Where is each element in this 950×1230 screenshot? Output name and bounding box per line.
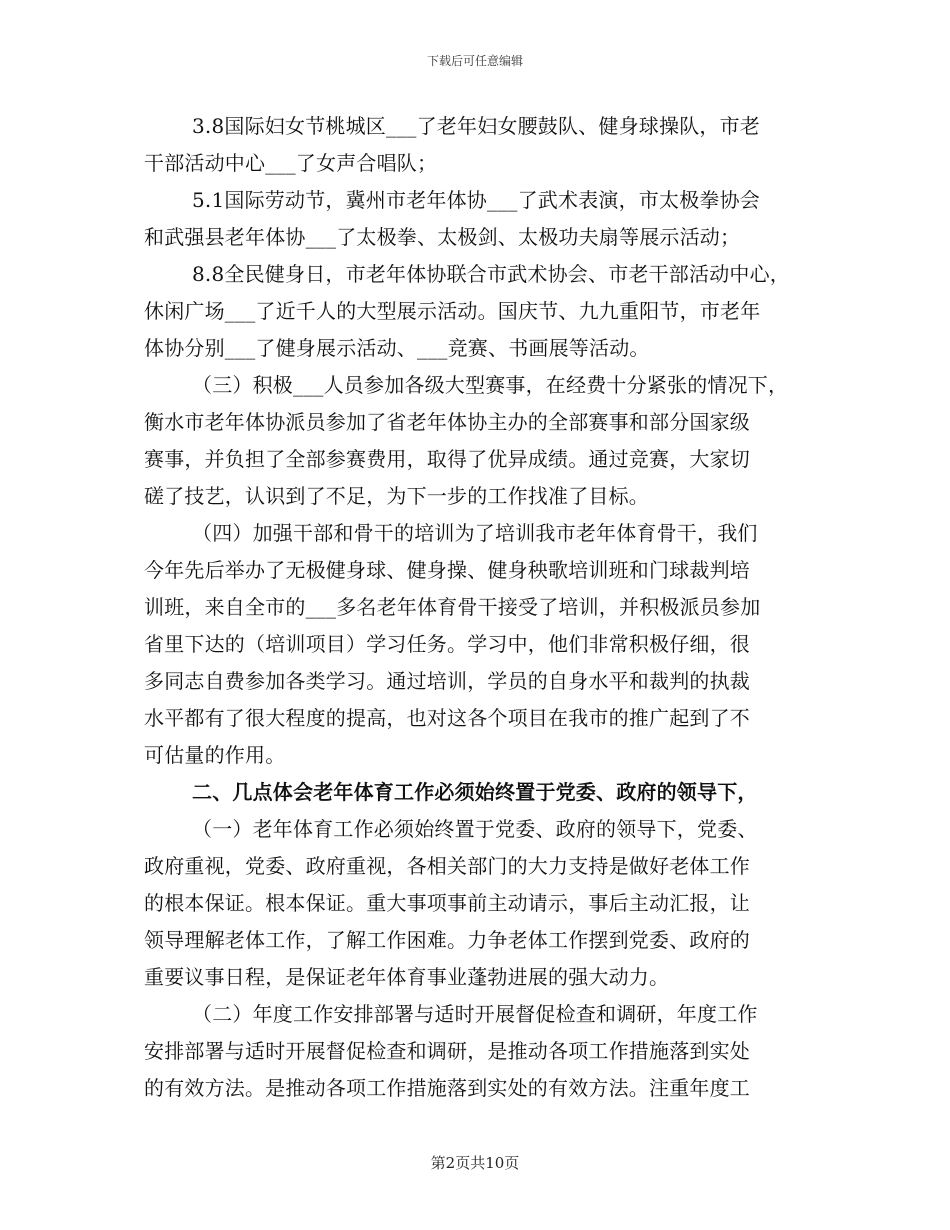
- text-line: 省里下达的（培训项目）学习任务。学习中，他们非常积极仔细，很: [144, 632, 750, 656]
- text-line: 的有效方法。是推动各项工作措施落到实处的有效方法。注重年度工: [144, 1076, 750, 1100]
- text-line: 干部活动中心___了女声合唱队；: [144, 151, 438, 175]
- text-line: 衡水市老年体协派员参加了省老年体协主办的全部赛事和部分国家级: [144, 410, 750, 434]
- text-line: 休闲广场___了近千人的大型展示活动。国庆节、九九重阳节，市老年: [144, 299, 761, 323]
- text-line: 和武强县老年体协___了太极拳、太极剑、太极功夫扇等展示活动；: [144, 225, 741, 249]
- text-line: 5.1国际劳动节，冀州市老年体协___了武术表演，市太极拳协会: [192, 188, 761, 212]
- text-line: 赛事，并负担了全部参赛费用，取得了优异成绩。通过竞赛，大家切: [144, 447, 750, 471]
- text-line: 磋了技艺，认识到了不足，为下一步的工作找准了目标。: [144, 484, 649, 508]
- text-line: （三）积极___人员参加各级大型赛事，在经费十分紧张的情况下，: [192, 373, 789, 397]
- text-line: （二）年度工作安排部署与适时开展督促检查和调研，年度工作: [192, 1002, 758, 1026]
- text-line: 重要议事日程，是保证老年体育事业蓬勃进展的强大动力。: [144, 965, 670, 989]
- text-line: 训班，来自全市的___多名老年体育骨干接受了培训，并积极派员参加: [144, 595, 761, 619]
- section-heading: 二、几点体会老年体育工作必须始终置于党委、政府的领导下，: [192, 780, 758, 804]
- text-line: 安排部署与适时开展督促检查和调研，是推动各项工作措施落到实处: [144, 1039, 750, 1063]
- text-line: 今年先后举办了无极健身球、健身操、健身秧歌培训班和门球裁判培: [144, 558, 750, 582]
- text-line: （一）老年体育工作必须始终置于党委、政府的领导下，党委、: [192, 817, 758, 841]
- text-line: 可估量的作用。: [144, 743, 286, 767]
- text-line: 3.8国际妇女节桃城区___了老年妇女腰鼓队、健身球操队，市老: [192, 114, 761, 138]
- text-line: 体协分别___了健身展示活动、___竞赛、书画展等活动。: [144, 336, 650, 360]
- text-line: 8.8全民健身日，市老年体协联合市武术协会、市老干部活动中心，: [192, 262, 791, 286]
- document-body: [144, 108, 804, 1107]
- text-line: 多同志自费参加各类学习。通过培训，学员的自身水平和裁判的执裁: [144, 669, 750, 693]
- text-line: 政府重视，党委、政府重视，各相关部门的大力支持是做好老体工作: [144, 854, 750, 878]
- text-line: 的根本保证。根本保证。重大事项事前主动请示，事后主动汇报，让: [144, 891, 750, 915]
- text-line: 水平都有了很大程度的提高，也对这各个项目在我市的推广起到了不: [144, 706, 750, 730]
- text-line: （四）加强干部和骨干的培训为了培训我市老年体育骨干，我们: [192, 521, 758, 545]
- page-header: 下载后可任意编辑: [426, 54, 523, 68]
- page-footer: 第2页共10页: [430, 1154, 520, 1172]
- text-line: 领导理解老体工作，了解工作困难。力争老体工作摆到党委、政府的: [144, 928, 750, 952]
